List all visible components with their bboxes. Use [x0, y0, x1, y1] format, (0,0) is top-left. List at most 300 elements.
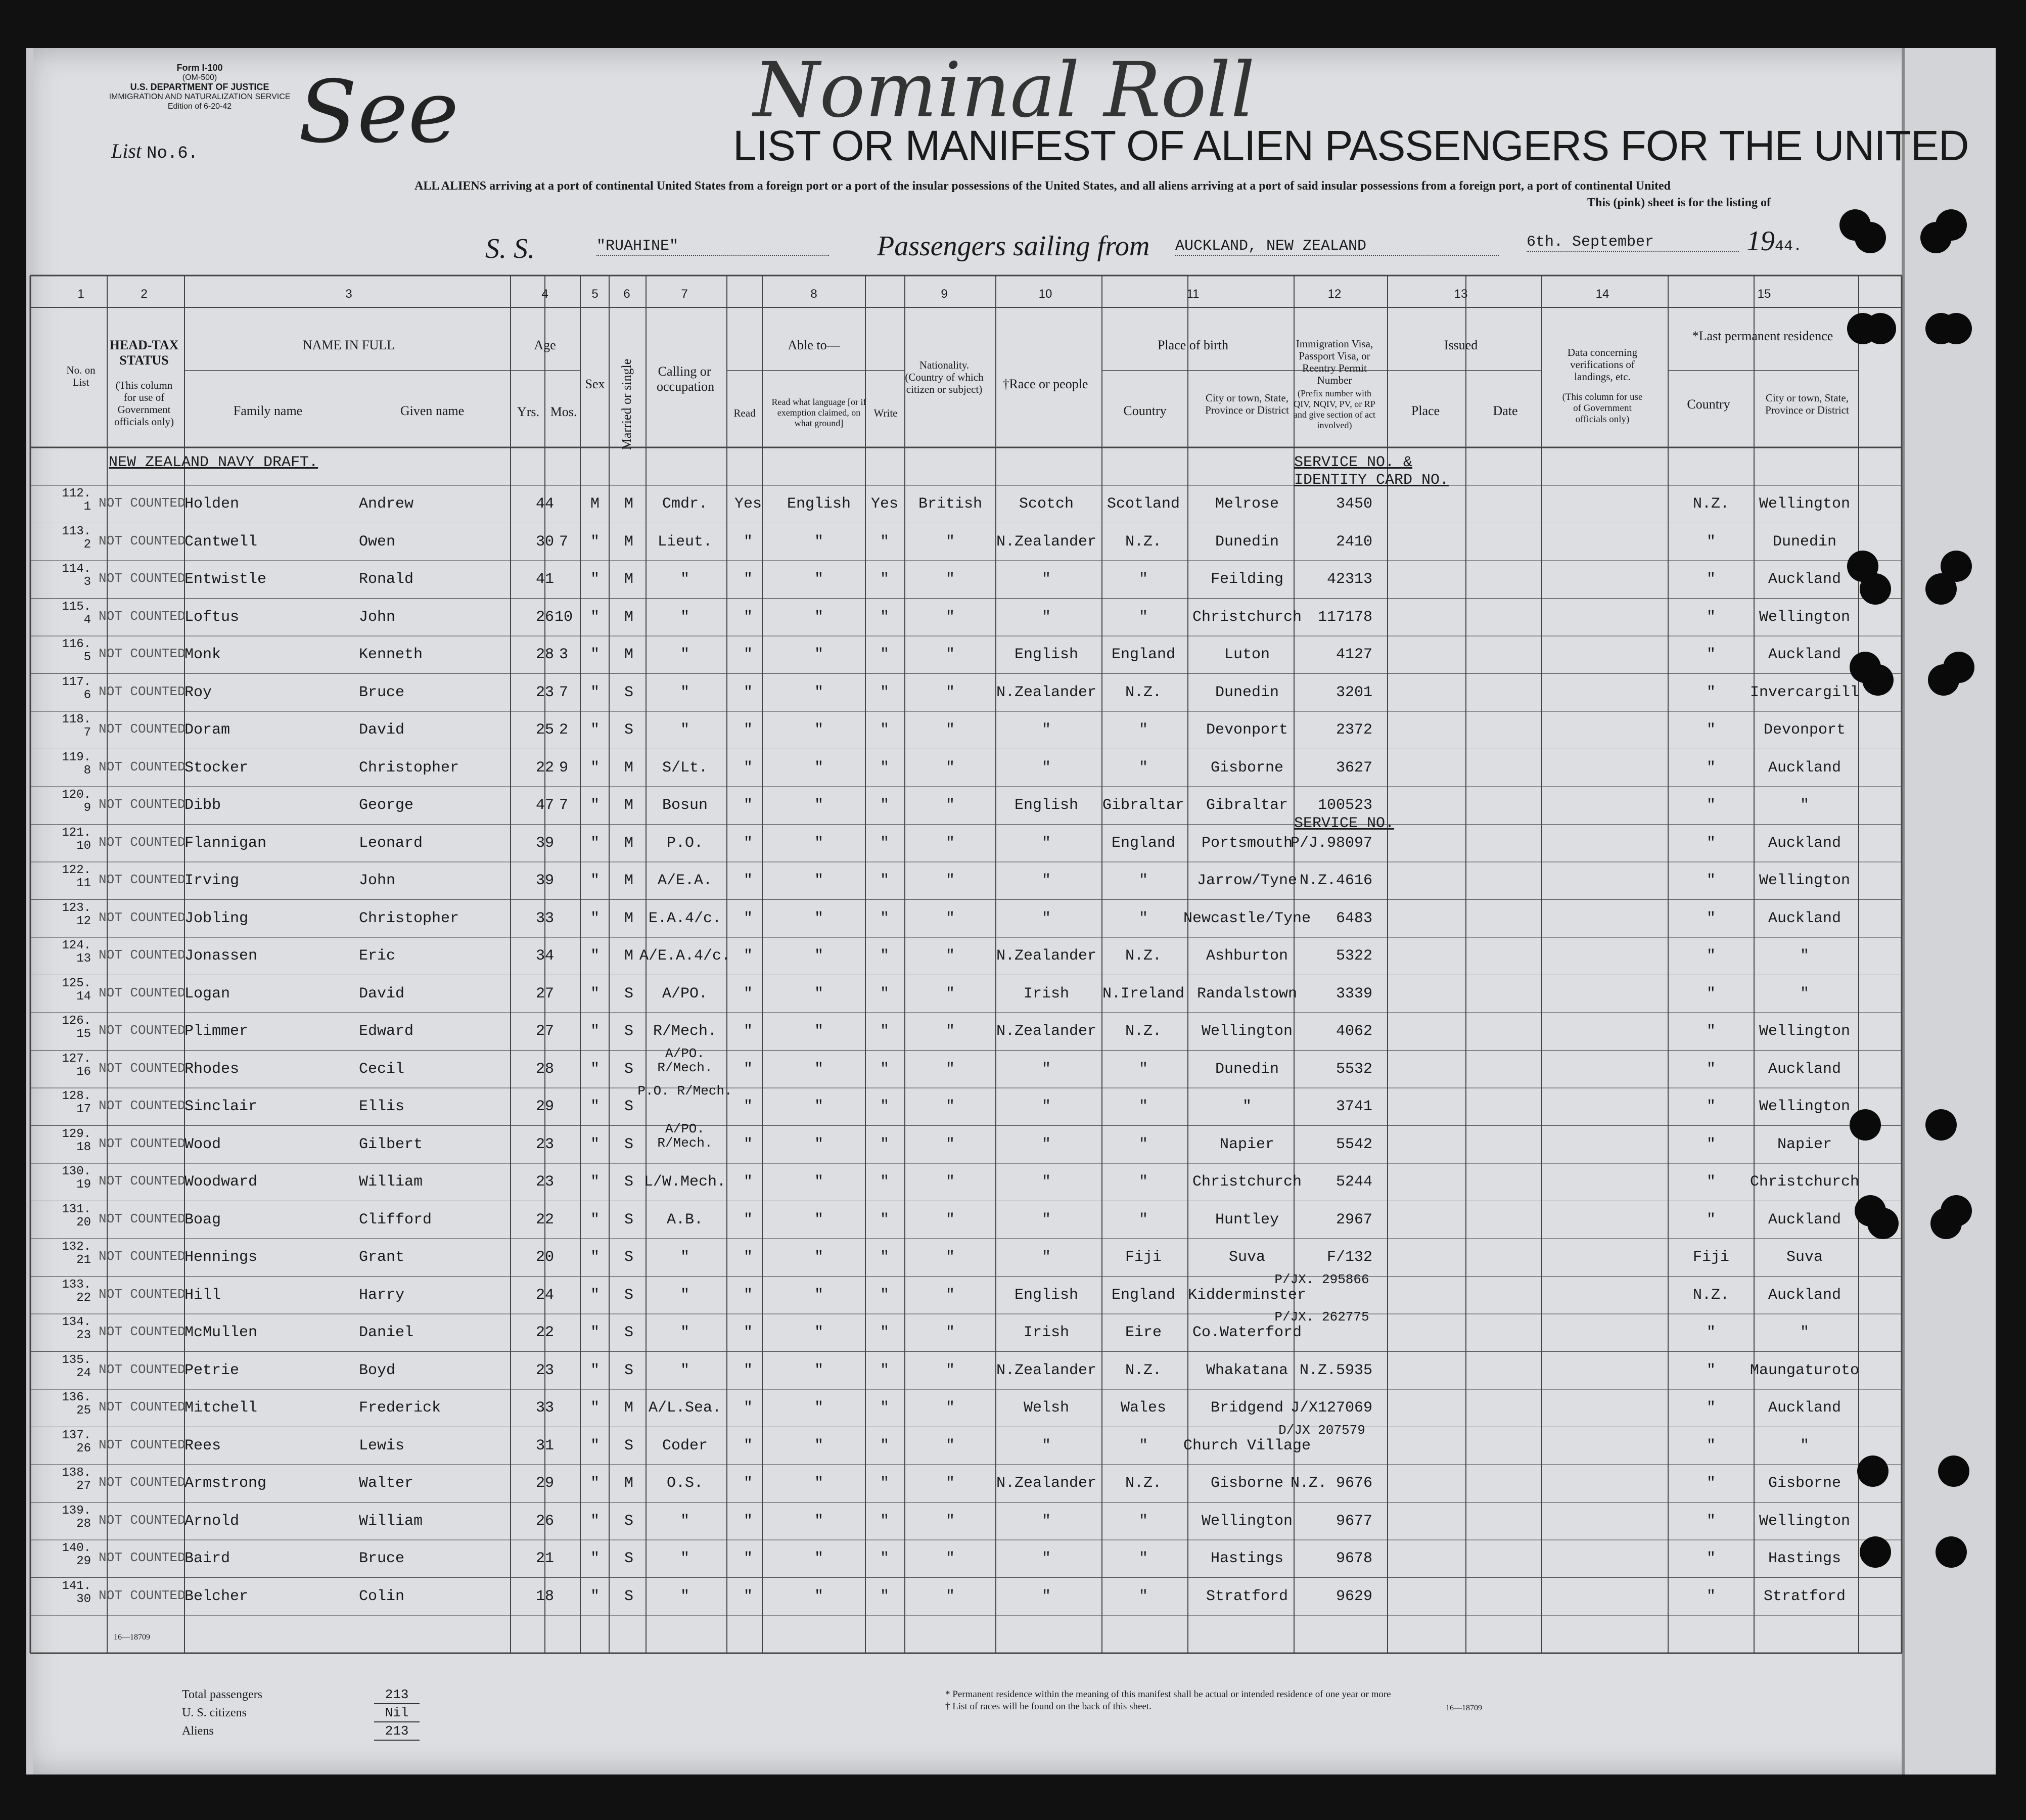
- cell-family: Jobling: [185, 909, 249, 927]
- cell-bcity: Suva: [1228, 1249, 1266, 1266]
- cell-family: Irving: [185, 872, 240, 889]
- row-number: [61, 525, 91, 552]
- cell-svc: J/X127069: [1290, 1399, 1372, 1417]
- cell-svc: 2372: [1336, 721, 1372, 739]
- cell-rcity: Auckland: [1768, 1060, 1841, 1078]
- cell-sex: ": [590, 533, 600, 551]
- cell-race: English: [1014, 646, 1079, 663]
- line-seq: 12: [76, 914, 91, 928]
- cell-write: ": [880, 1437, 890, 1454]
- list-no: 137.: [62, 1428, 91, 1442]
- cell-given: Christopher: [359, 909, 459, 927]
- cell-bcity: Stratford: [1206, 1587, 1288, 1605]
- cell-status: NOT COUNTED: [99, 571, 186, 586]
- row-number: [61, 864, 91, 890]
- punch-hole: [1936, 209, 1967, 241]
- list-no: 126.: [62, 1014, 91, 1028]
- cell-rcity: ": [1800, 797, 1810, 814]
- cell-occ: A/PO. R/Mech.: [657, 1045, 713, 1075]
- cell-race: N.Zealander: [996, 1361, 1097, 1379]
- total-passengers-value: 213: [374, 1686, 420, 1704]
- column-number: 10: [1038, 287, 1052, 301]
- cell-lang: ": [814, 872, 824, 889]
- column-number: 14: [1595, 287, 1609, 301]
- cell-lang: ": [814, 1286, 824, 1304]
- page-title: LIST OR MANIFEST OF ALIEN PASSENGERS FOR THE UNITED: [733, 122, 1969, 169]
- cell-ms: M: [624, 495, 634, 513]
- cell-svc: 2410: [1336, 533, 1372, 551]
- cell-yrs: 29: [535, 1475, 555, 1492]
- cell-rcountry: ": [1706, 533, 1716, 551]
- cell-bcity: Feilding: [1210, 571, 1284, 588]
- hdr-name-in-full: NAME IN FULL: [303, 338, 395, 352]
- cell-write: ": [880, 1324, 890, 1341]
- hdr-married-single: Married or single: [619, 358, 634, 450]
- cell-svc: P/JX. 295866: [1274, 1271, 1369, 1287]
- cell-lang: ": [814, 608, 824, 626]
- cell-read: ": [743, 646, 753, 663]
- hdr-able-to: Able to—: [788, 338, 840, 352]
- cell-ms: M: [624, 646, 634, 663]
- cell-rcountry: ": [1706, 646, 1716, 663]
- cell-mos: 2: [559, 721, 569, 739]
- handwritten-nominal-roll: Nominal Roll: [753, 56, 1255, 134]
- cell-family: Plimmer: [185, 1023, 249, 1040]
- cell-write: ": [880, 1211, 890, 1228]
- cell-sex: ": [590, 834, 600, 852]
- cell-status: NOT COUNTED: [99, 1587, 186, 1603]
- line-seq: 9: [83, 801, 91, 815]
- cell-occ: L/W.Mech.: [643, 1173, 726, 1191]
- line-seq: 17: [76, 1103, 91, 1116]
- cell-read: ": [743, 1249, 753, 1266]
- list-no: 113.: [62, 524, 91, 538]
- column-number: 7: [681, 287, 688, 301]
- cell-rcity: Auckland: [1768, 1211, 1841, 1228]
- cell-svc: 5542: [1336, 1135, 1372, 1153]
- cell-write: ": [880, 1550, 890, 1567]
- cell-read: ": [743, 1512, 753, 1530]
- cell-yrs: 26: [535, 1512, 555, 1530]
- cell-read: ": [743, 1060, 753, 1078]
- cell-bcity: Church Village: [1183, 1437, 1311, 1454]
- cell-nat: ": [945, 1399, 955, 1417]
- punch-hole: [1860, 573, 1891, 605]
- cell-rcountry: ": [1706, 1587, 1716, 1605]
- cell-read: ": [743, 571, 753, 588]
- cell-yrs: 23: [535, 1173, 555, 1191]
- cell-rcity: Auckland: [1768, 834, 1841, 852]
- cell-bcountry: ": [1138, 1060, 1148, 1078]
- cell-status: NOT COUNTED: [99, 872, 186, 887]
- cell-nat: ": [945, 759, 955, 777]
- cell-family: Sinclair: [185, 1098, 258, 1115]
- cell-race: English: [1014, 797, 1079, 814]
- cell-nat: ": [945, 947, 955, 965]
- cell-nat: ": [945, 721, 955, 739]
- cell-rcountry: ": [1706, 1173, 1716, 1191]
- cell-race: ": [1041, 1060, 1051, 1078]
- cell-sex: ": [590, 1437, 600, 1454]
- cell-family: Mitchell: [185, 1399, 258, 1417]
- cell-occ: ": [680, 1361, 690, 1379]
- cell-bcity: Ashburton: [1206, 947, 1288, 965]
- cell-occ: ": [680, 608, 690, 626]
- cell-rcountry: ": [1706, 608, 1716, 626]
- cell-bcity: Newcastle/Tyne: [1183, 909, 1311, 927]
- cell-write: ": [880, 1173, 890, 1191]
- cell-family: Armstrong: [185, 1475, 267, 1492]
- row-number: [61, 1354, 91, 1380]
- cell-given: Clifford: [359, 1211, 432, 1228]
- column-number: 4: [541, 287, 548, 301]
- cell-write: ": [880, 1249, 890, 1266]
- cell-bcountry: England: [1111, 1286, 1176, 1304]
- cell-yrs: 20: [535, 1249, 555, 1266]
- cell-svc: 4127: [1336, 646, 1372, 663]
- cell-status: NOT COUNTED: [99, 985, 186, 1000]
- cell-given: Harry: [359, 1286, 405, 1304]
- cell-sex: ": [590, 872, 600, 889]
- ss-label: S. S.: [485, 233, 535, 264]
- footnotes: [945, 1689, 1391, 1713]
- cell-rcity: ": [1800, 1324, 1810, 1341]
- cell-bcity: Whakatana: [1206, 1361, 1288, 1379]
- hdr-last-residence: *Last permanent residence: [1692, 329, 1833, 343]
- cell-yrs: 28: [535, 1060, 555, 1078]
- cell-yrs: 23: [535, 1361, 555, 1379]
- cell-read: ": [743, 684, 753, 701]
- cell-yrs: 27: [535, 985, 555, 1003]
- cell-sex: ": [590, 646, 600, 663]
- cell-race: ": [1041, 1512, 1051, 1530]
- cell-svc: 117178: [1317, 608, 1372, 626]
- cell-svc: 6483: [1336, 909, 1372, 927]
- cell-status: NOT COUNTED: [99, 1324, 186, 1339]
- cell-sex: ": [590, 1023, 600, 1040]
- hdr-given-name: Given name: [400, 403, 465, 418]
- punch-hole: [1860, 1536, 1891, 1568]
- cell-status: NOT COUNTED: [99, 1060, 186, 1076]
- cell-ms: S: [624, 1512, 634, 1530]
- cell-family: Belcher: [185, 1587, 249, 1605]
- cell-read: ": [743, 1098, 753, 1115]
- row-number: [61, 1391, 91, 1418]
- cell-svc: 5322: [1336, 947, 1372, 965]
- cell-nat: ": [945, 1437, 955, 1454]
- cell-ms: M: [624, 947, 634, 965]
- cell-bcountry: ": [1138, 1512, 1148, 1530]
- cell-ms: M: [624, 909, 634, 927]
- cell-race: ": [1041, 834, 1051, 852]
- cell-family: Rees: [185, 1437, 221, 1454]
- row-number: [61, 1241, 91, 1267]
- cell-family: Monk: [185, 646, 221, 663]
- cell-race: N.Zealander: [996, 533, 1097, 551]
- year-prefix: 19: [1746, 225, 1775, 257]
- cell-yrs: 25: [535, 721, 555, 739]
- cell-lang: English: [787, 495, 851, 513]
- sailing-label: Passengers sailing from: [877, 231, 1150, 262]
- cell-family: Rhodes: [185, 1060, 240, 1078]
- list-no: 139.: [62, 1504, 91, 1518]
- row-number: [61, 1316, 91, 1342]
- cell-yrs: 26: [535, 608, 555, 626]
- cell-given: Daniel: [359, 1324, 414, 1341]
- cell-ms: M: [624, 571, 634, 588]
- cell-yrs: 23: [535, 1135, 555, 1153]
- cell-svc: 3450: [1336, 495, 1372, 513]
- punch-hole: [1943, 652, 1974, 683]
- cell-status: NOT COUNTED: [99, 1475, 186, 1490]
- cell-bcountry: N.Z.: [1125, 1361, 1162, 1379]
- cell-bcity: Gisborne: [1210, 1475, 1284, 1492]
- cell-race: ": [1041, 721, 1051, 739]
- cell-rcity: ": [1800, 947, 1810, 965]
- cell-sex: ": [590, 797, 600, 814]
- cell-rcountry: ": [1706, 947, 1716, 965]
- cell-yrs: 28: [535, 646, 555, 663]
- form-dept: U.S. DEPARTMENT OF JUSTICE: [130, 82, 269, 92]
- hdr-head-tax: HEAD-TAX STATUS: [109, 338, 179, 368]
- cell-given: Bruce: [359, 1550, 405, 1567]
- form-identifier: [104, 63, 296, 111]
- punch-hole: [1941, 551, 1972, 582]
- cell-svc: P/J.98097: [1290, 834, 1372, 852]
- cell-race: ": [1041, 1135, 1051, 1153]
- cell-bcountry: England: [1111, 646, 1176, 663]
- row-number: [61, 487, 91, 514]
- cell-read: ": [743, 759, 753, 777]
- cell-bcountry: ": [1138, 1098, 1148, 1115]
- line-seq: 24: [76, 1366, 91, 1380]
- cell-yrs: 33: [535, 1399, 555, 1417]
- cell-nat: ": [945, 646, 955, 663]
- list-no: 127.: [62, 1052, 91, 1066]
- cell-svc: 9629: [1336, 1587, 1372, 1605]
- cell-bcountry: Fiji: [1125, 1249, 1162, 1266]
- cell-yrs: 31: [535, 1437, 555, 1454]
- cell-status: NOT COUNTED: [99, 684, 186, 699]
- cell-sex: ": [590, 1475, 600, 1492]
- cell-given: Christopher: [359, 759, 459, 777]
- cell-read: Yes: [734, 495, 762, 513]
- list-no: 141.: [62, 1579, 91, 1593]
- cell-ms: M: [624, 797, 634, 814]
- cell-sex: ": [590, 1399, 600, 1417]
- cell-ms: S: [624, 1437, 634, 1454]
- cell-svc: F/132: [1326, 1249, 1372, 1266]
- line-seq: 15: [76, 1027, 91, 1041]
- list-no: 120.: [62, 788, 91, 802]
- cell-yrs: 41: [535, 571, 555, 588]
- cell-race: Scotch: [1019, 495, 1074, 513]
- cell-family: Wood: [185, 1135, 221, 1153]
- cell-rcountry: ": [1706, 797, 1716, 814]
- cell-race: ": [1041, 1437, 1051, 1454]
- cell-family: Logan: [185, 985, 231, 1003]
- cell-occ: S/Lt.: [662, 759, 708, 777]
- cell-bcity: Dunedin: [1215, 684, 1279, 701]
- cell-write: ": [880, 1475, 890, 1492]
- cell-nat: ": [945, 608, 955, 626]
- cell-lang: ": [814, 1023, 824, 1040]
- cell-yrs: 29: [535, 1098, 555, 1115]
- cell-status: NOT COUNTED: [99, 759, 186, 775]
- cell-occ: Bosun: [662, 797, 708, 814]
- cell-write: ": [880, 1023, 890, 1040]
- cell-svc: 4062: [1336, 1023, 1372, 1040]
- cell-yrs: 18: [535, 1587, 555, 1605]
- cell-svc: N.Z.5935: [1299, 1361, 1372, 1379]
- cell-lang: ": [814, 1135, 824, 1153]
- cell-race: ": [1041, 571, 1051, 588]
- cell-status: NOT COUNTED: [99, 1249, 186, 1264]
- cell-family: Stocker: [185, 759, 249, 777]
- cell-occ: ": [680, 1550, 690, 1567]
- cell-svc: 3741: [1336, 1098, 1372, 1115]
- cell-bcity: Bridgend: [1210, 1399, 1284, 1417]
- punch-hole: [1941, 1195, 1972, 1226]
- cell-status: NOT COUNTED: [99, 1098, 186, 1113]
- cell-rcountry: ": [1706, 1098, 1716, 1115]
- cell-read: ": [743, 1135, 753, 1153]
- hdr-verif-note: (This column for use of Government officials only): [1562, 392, 1643, 425]
- row-number: [61, 676, 91, 702]
- cell-yrs: 22: [535, 759, 555, 777]
- cell-read: ": [743, 1286, 753, 1304]
- cell-nat: ": [945, 571, 955, 588]
- cell-sex: ": [590, 1211, 600, 1228]
- list-no: 133.: [62, 1278, 91, 1292]
- cell-race: ": [1041, 1587, 1051, 1605]
- cell-svc: 3339: [1336, 985, 1372, 1003]
- cell-nat: ": [945, 872, 955, 889]
- cell-race: Irish: [1023, 1324, 1070, 1341]
- cell-given: David: [359, 985, 405, 1003]
- cell-bcountry: ": [1138, 1135, 1148, 1153]
- cell-ms: M: [624, 1399, 634, 1417]
- row-number: [61, 1128, 91, 1154]
- cell-svc: 42313: [1326, 571, 1372, 588]
- cell-ms: M: [624, 759, 634, 777]
- row-number: [61, 1015, 91, 1041]
- row-number: [61, 1542, 91, 1568]
- cell-rcountry: Fiji: [1692, 1249, 1730, 1266]
- cell-occ: ": [680, 1249, 690, 1266]
- row-number: [61, 977, 91, 1004]
- cell-bcountry: ": [1138, 1587, 1148, 1605]
- totals-block: [182, 1686, 420, 1741]
- cell-ms: S: [624, 1324, 634, 1341]
- hdr-family-name: Family name: [233, 403, 303, 418]
- cell-rcountry: ": [1706, 985, 1716, 1003]
- hdr-issued-place: Place: [1411, 403, 1440, 418]
- cell-family: Hill: [185, 1286, 221, 1304]
- punch-hole: [1936, 1536, 1967, 1568]
- cell-given: Walter: [359, 1475, 414, 1492]
- hdr-issued: Issued: [1444, 338, 1478, 352]
- cell-svc: 2967: [1336, 1211, 1372, 1228]
- cell-svc: 5532: [1336, 1060, 1372, 1078]
- hdr-age: Age: [534, 338, 556, 352]
- cell-rcity: Devonport: [1763, 721, 1846, 739]
- line-seq: 27: [76, 1479, 91, 1493]
- line-seq: 25: [76, 1404, 91, 1418]
- cell-read: ": [743, 533, 753, 551]
- service-header-mid: SERVICE NO.: [1294, 815, 1395, 832]
- cell-race: N.Zealander: [996, 947, 1097, 965]
- cell-bcity: Luton: [1224, 646, 1270, 663]
- cell-nat: ": [945, 1550, 955, 1567]
- column-number: 15: [1757, 287, 1771, 301]
- cell-bcity: Dunedin: [1215, 533, 1279, 551]
- cell-family: Cantwell: [185, 533, 258, 551]
- cell-sex: ": [590, 1098, 600, 1115]
- cell-bcountry: ": [1138, 721, 1148, 739]
- cell-rcity: Auckland: [1768, 1286, 1841, 1304]
- cell-sex: ": [590, 571, 600, 588]
- cell-lang: ": [814, 1399, 824, 1417]
- cell-read: ": [743, 608, 753, 626]
- cell-bcountry: N.Z.: [1125, 1475, 1162, 1492]
- row-number: [61, 939, 91, 966]
- row-number: [61, 1467, 91, 1493]
- cell-status: NOT COUNTED: [99, 1361, 186, 1377]
- cell-occ: P.O.: [666, 834, 704, 852]
- cell-bcity: Kidderminster: [1187, 1286, 1307, 1304]
- cell-rcountry: ": [1706, 1135, 1716, 1153]
- cell-occ: O.S.: [666, 1475, 704, 1492]
- cell-rcity: ": [1800, 985, 1810, 1003]
- cell-status: NOT COUNTED: [99, 646, 186, 661]
- cell-bcountry: ": [1138, 909, 1148, 927]
- list-no: 115.: [62, 600, 91, 614]
- cell-bcity: Gisborne: [1210, 759, 1284, 777]
- print-code-left: 16—18709: [114, 1633, 150, 1642]
- cell-given: David: [359, 721, 405, 739]
- cell-ms: S: [624, 1286, 634, 1304]
- cell-given: John: [359, 872, 396, 889]
- hdr-res-city: City or town, State, Province or District: [1765, 392, 1849, 416]
- cell-occ: ": [680, 571, 690, 588]
- row-number: [61, 601, 91, 627]
- cell-given: Colin: [359, 1587, 405, 1605]
- cell-write: ": [880, 834, 890, 852]
- cell-ms: S: [624, 1023, 634, 1040]
- punch-hole: [1850, 1109, 1881, 1141]
- cell-lang: ": [814, 1437, 824, 1454]
- column-number: 11: [1186, 287, 1200, 301]
- cell-race: ": [1041, 872, 1051, 889]
- draft-label: NEW ZEALAND NAVY DRAFT.: [109, 454, 318, 471]
- cell-lang: ": [814, 759, 824, 777]
- cell-nat: ": [945, 1211, 955, 1228]
- cell-occ: ": [680, 646, 690, 663]
- cell-nat: ": [945, 1135, 955, 1153]
- cell-occ: Lieut.: [657, 533, 713, 551]
- hdr-birth-country: Country: [1123, 403, 1167, 418]
- line-seq: 4: [83, 613, 91, 627]
- cell-status: NOT COUNTED: [99, 947, 186, 963]
- cell-ms: M: [624, 1475, 634, 1492]
- cell-given: Gilbert: [359, 1135, 423, 1153]
- cell-read: ": [743, 872, 753, 889]
- cell-race: ": [1041, 1550, 1051, 1567]
- cell-sex: ": [590, 721, 600, 739]
- cell-rcity: Auckland: [1768, 571, 1841, 588]
- cell-read: ": [743, 721, 753, 739]
